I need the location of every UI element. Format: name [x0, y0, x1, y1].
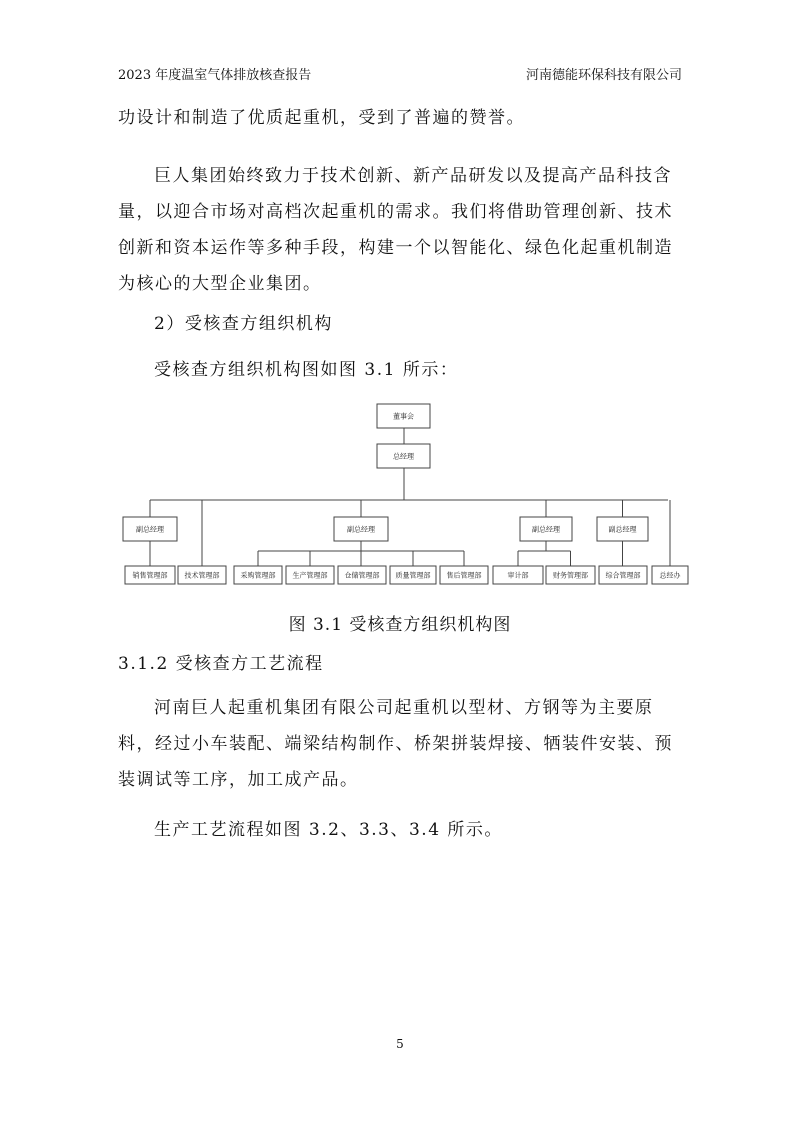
paragraph: 巨人集团始终致力于技术创新、新产品研发以及提高产品科技含量，以迎合市场对高档次起重机的需求。我们将借助管理创新、技术创新和资本运作等多种手段，构建一个以智能化、绿色化起重机制造为核心的大型企业集团。 [118, 166, 673, 294]
department-label: 质量管理部 [395, 571, 431, 580]
general-manager-label: 总经理 [393, 452, 414, 461]
department-label: 售后管理部 [446, 571, 482, 580]
figure-caption: 图 3.1 受核查方组织机构图 [288, 615, 512, 635]
department-label: 审计部 [507, 571, 529, 580]
header-company: 河南德能环保科技有限公司 [525, 68, 682, 83]
department-label: 财务管理部 [553, 571, 588, 580]
subheading: 2）受核查方组织机构 [154, 314, 333, 334]
paragraph: 河南巨人起重机集团有限公司起重机以型材、方钢等为主要原料，经过小车装配、端梁结构制作、桥架拼装焊接、牺装件安装、预装调试等工序，加工成产品。 [118, 698, 673, 790]
page-number: 5 [396, 1037, 404, 1051]
paragraph: 功设计和制造了优质起重机，受到了普遍的赞誉。 [118, 108, 525, 128]
department-label: 综合管理部 [605, 571, 641, 580]
vice-general-manager-label: 副总经理 [532, 525, 560, 534]
department-label: 总经办 [659, 571, 681, 580]
board-label: 董事会 [393, 412, 414, 421]
vice-general-manager-label: 副总经理 [347, 525, 375, 534]
paragraph: 生产工艺流程如图 3.2、3.3、3.4 所示。 [154, 820, 503, 840]
vice-general-manager-label: 副总经理 [608, 525, 637, 534]
department-label: 采购管理部 [240, 571, 276, 580]
department-label: 仓储管理部 [344, 571, 380, 580]
header-title: 2023 年度温室气体排放核查报告 [118, 68, 312, 83]
section-heading: 3.1.2 受核查方工艺流程 [118, 654, 324, 674]
department-label: 生产管理部 [292, 571, 328, 580]
paragraph: 受核查方组织机构图如图 3.1 所示： [154, 360, 459, 380]
department-label: 销售管理部 [132, 571, 168, 580]
department-label: 技术管理部 [184, 571, 220, 580]
vice-general-manager-label: 副总经理 [136, 525, 164, 534]
